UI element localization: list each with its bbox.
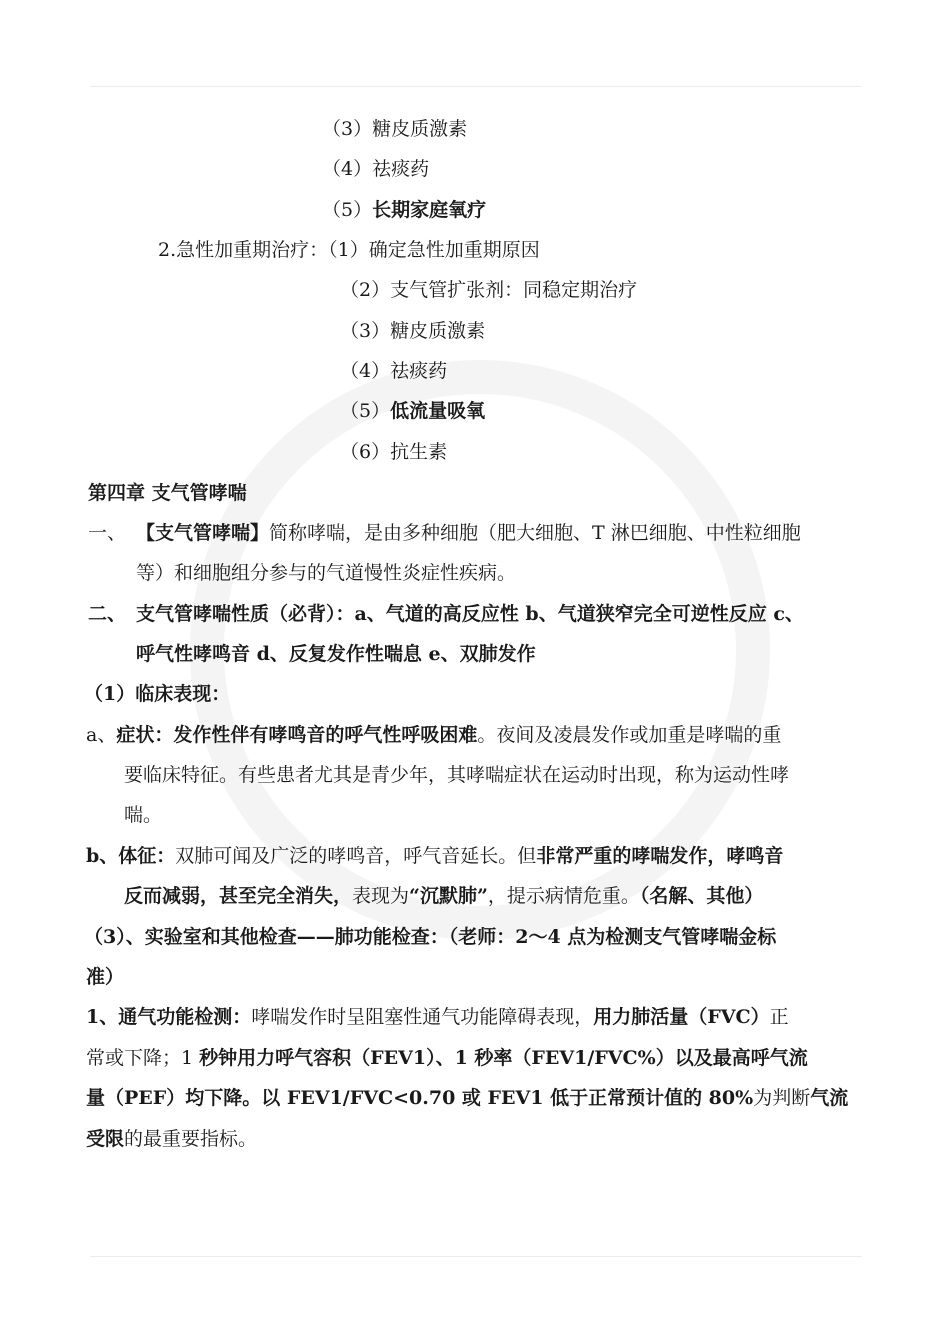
list-item: （3）糖皮质激素: [322, 118, 468, 140]
clinical-heading: （1）临床表现：: [84, 683, 231, 705]
sign-line-2: 反而减弱，甚至完全消失，表现为“沉默肺”，提示病情危重。（名解、其他）: [124, 885, 764, 907]
list-item: （3）糖皮质激素: [340, 320, 486, 342]
list-item: （5）低流量吸氧: [340, 400, 486, 422]
nature-line-2: 呼气性哮鸣音 d、反复发作性喘息 e、双肺发作: [136, 643, 536, 665]
lab-line-1: （3）、实验室和其他检查——肺功能检查：（老师：2～4 点为检测支气管哮喘金标: [84, 926, 777, 948]
list-item: （6）抗生素: [340, 441, 448, 463]
header-rule: [90, 86, 862, 87]
footer-rule: [90, 1256, 862, 1257]
ventilation-line-4: 受限的最重要指标。: [86, 1128, 258, 1150]
sign-line-1: b、体征：双肺可闻及广泛的哮鸣音，呼气音延长。但非常严重的哮喘发作，哮鸣音: [86, 845, 784, 867]
ventilation-line-1: 1、通气功能检测：哮喘发作时呈阻塞性通气功能障碍表现，用力肺活量（FVC）正: [86, 1006, 789, 1028]
ventilation-line-3: 量（PEF）均下降。以 FEV1/FVC<0.70 或 FEV1 低于正常预计值的 80%为判断气流: [86, 1087, 849, 1109]
list-item: （2）支气管扩张剂：同稳定期治疗: [340, 279, 638, 301]
lab-line-2: 准）: [86, 966, 125, 988]
definition-line-2: 等）和细胞组分参与的气道慢性炎症性疾病。: [136, 562, 517, 584]
chapter-title: 第四章 支气管哮喘: [88, 482, 247, 504]
acute-treatment-heading: 2.急性加重期治疗：（1）确定急性加重期原因: [158, 239, 540, 261]
ventilation-line-2: 常或下降；1 秒钟用力呼气容积（FEV1）、1 秒率（FEV1/FVC%）以及最高呼气流: [86, 1047, 808, 1069]
symptom-line-3: 喘。: [124, 804, 163, 826]
list-item: （4）祛痰药: [322, 158, 430, 180]
symptom-line-2: 要临床特征。有些患者尤其是青少年，其哮喘症状在运动时出现，称为运动性哮: [124, 764, 790, 786]
list-item: （4）祛痰药: [340, 360, 448, 382]
definition-line-1: 一、 【支气管哮喘】简称哮喘，是由多种细胞（肥大细胞、T 淋巴细胞、中性粒细胞: [88, 522, 801, 544]
list-item: （5）长期家庭氧疗: [322, 199, 487, 221]
nature-line-1: 二、 支气管哮喘性质（必背）：a、气道的高反应性 b、气道狭窄完全可逆性反应 c、: [88, 603, 804, 625]
symptom-line-1: a、症状：发作性伴有哮鸣音的呼气性呼吸困难。夜间及凌晨发作或加重是哮喘的重: [86, 724, 782, 746]
